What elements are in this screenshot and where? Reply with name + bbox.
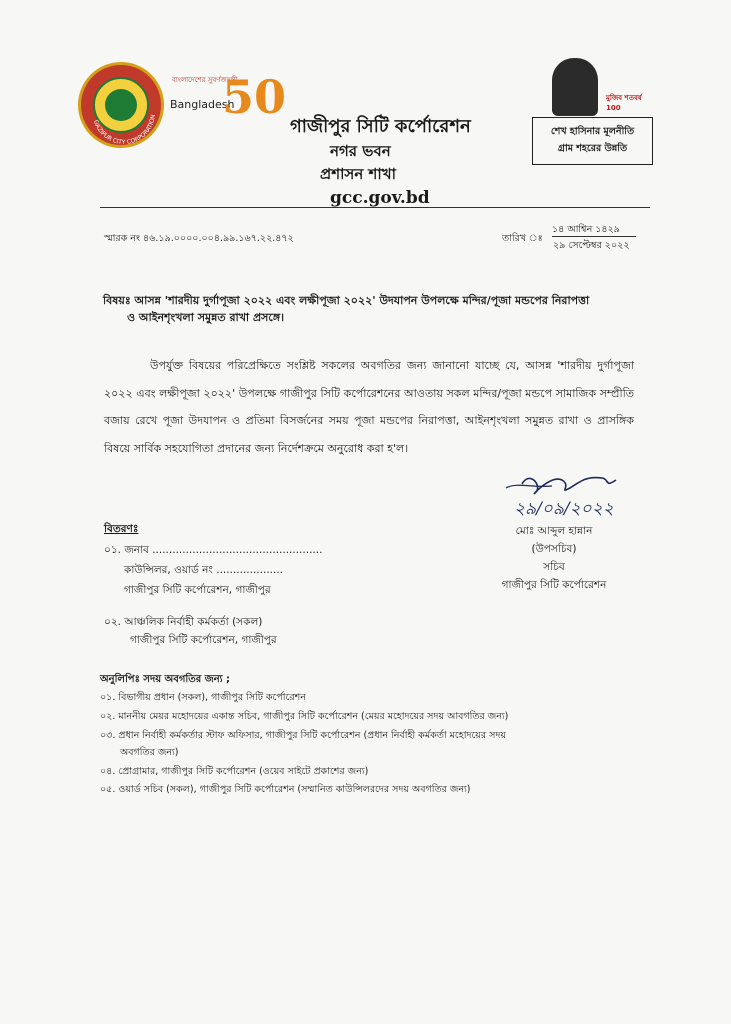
distribution-item-1-line-1: ০১. জনাব ................................................... — [104, 544, 323, 556]
header-divider — [100, 207, 650, 208]
motto-line-2: গ্রাম শহরের উন্নতি — [557, 143, 628, 154]
motto-box — [532, 117, 653, 165]
copy-item-continuation: অবগতির জন্য) — [120, 747, 179, 758]
jubilee-label: Bangladesh — [170, 98, 235, 111]
date-divider — [552, 236, 636, 237]
copies-heading: অনুলিপিঃ সদয় অবগতির জন্য ; — [100, 674, 231, 685]
distribution-item-2-line-1: ০২. আঞ্চলিক নির্বাহী কর্মকর্তা (সকল) — [104, 616, 263, 628]
copy-item: ০৫. ওয়ার্ড সচিব (সকল), গাজীপুর সিটি কর্পোরেশন (সম্মানিত কাউন্সিলরদের সদয় অবগতির জন্য) — [100, 784, 471, 795]
seal-lettering — [81, 65, 167, 151]
body-paragraph — [104, 352, 634, 462]
handwritten-signature — [492, 466, 642, 518]
golden-jubilee-logo — [170, 70, 287, 140]
city-corporation-seal — [78, 62, 164, 148]
signatory-block — [484, 522, 624, 594]
copy-item: ০৩. প্রধান নির্বাহী কর্মকর্তার স্টাফ অফিসার, গাজীপুর সিটি কর্পোরেশন (প্রধান নির্বাহী কর্মকর্তা মহোদয়ের সদয় — [100, 730, 506, 741]
distribution-item-1-line-2: কাউন্সিলর, ওয়ার্ড নং .................... — [124, 564, 284, 576]
signed-date: ২৯/০৯/২০২২ — [514, 499, 614, 518]
subject-line-2: ও আইনশৃংখলা সমুন্নত রাখা প্রসঙ্গে। — [127, 311, 285, 324]
signatory-office: গাজীপুর সিটি কর্পোরেশন — [501, 579, 607, 591]
signatory-title: সচিব — [543, 561, 565, 573]
distribution-heading: বিতরণঃ — [104, 523, 139, 535]
distribution-item-2-line-2: গাজীপুর সিটি কর্পোরেশন, গাজীপুর — [130, 634, 277, 646]
svg-text:GAZIPUR CITY CORPORATION: GAZIPUR CITY CORPORATION — [91, 114, 158, 147]
copy-item: ০১. বিভাগীয় প্রধান (সকল), গাজীপুর সিটি কর্পোরেশন — [100, 692, 306, 703]
memo-reference: স্মারক নং ৪৬.১৯.০০০০.০০৪.৯৯.১৬৭.২২.৪৭২ — [104, 233, 294, 244]
portrait-image — [552, 58, 598, 116]
copy-item: ০২. মাননীয় মেয়র মহোদয়ের একান্ত সচিব, গাজীপুর সিটি কর্পোরেশন (মেয়র মহোদয়ের সদয় আবগতির জন্য) — [100, 711, 509, 722]
jubilee-number: 50 — [222, 70, 287, 124]
jubilee-caption: বাংলাদেশের সুবর্ণজয়ন্তী — [172, 76, 238, 84]
signatory-name: মোঃ আব্দুল হান্নান — [515, 525, 593, 537]
branch-name: প্রশাসন শাখা — [320, 165, 396, 183]
building-name: নগর ভবন — [330, 142, 391, 160]
centenary-tag: মুজিব শতবর্ষ 100 — [606, 94, 642, 112]
website-address: gcc.gov.bd — [330, 188, 430, 208]
organization-name: গাজীপুর সিটি কর্পোরেশন — [290, 116, 471, 137]
distribution-item-1-line-3: গাজীপুর সিটি কর্পোরেশন, গাজীপুর — [124, 584, 271, 596]
date-label: তারিখ ঃ — [502, 233, 543, 244]
signatory-grade: (উপসচিব) — [531, 543, 577, 555]
date-bangla: ১৪ আশ্বিন ১৪২৯ — [552, 224, 620, 235]
motto-line-1: শেখ হাসিনার মূলনীতি — [550, 126, 635, 137]
subject-line-1: বিষয়ঃ আসন্ন 'শারদীয় দুর্গাপূজা ২০২২ এবং লক্ষীপূজা ২০২২' উদযাপন উপলক্ষে মন্দির/পূজা মন্ডপের নিরাপত্তা — [103, 294, 590, 307]
date-gregorian: ২৯ সেপ্টেম্বর ২০২২ — [553, 240, 630, 251]
mujib-centenary-logo — [548, 58, 648, 118]
copy-item: ০৪. প্রোগ্রামার, গাজীপুর সিটি কর্পোরেশন (ওয়েব সাইটে প্রকাশের জন্য) — [100, 766, 369, 777]
body-text: উপর্যুক্ত বিষয়ের পরিপ্রেক্ষিতে সংশ্লিষ্ট সকলের অবগতির জন্য জানানো যাচ্ছে যে, আসন্ন 'শারদীয় দুর্গাপূজা ২০২২ এবং লক্ষীপূজা ২০২২' উপলক্ষে গাজীপুর সিটি কর্পোরেশনের আওতায় সকল মন্দির/পূজা মন্ডপে সামাজিক সম্প্রীতি বজায় রেখে পূজা উদযাপন ও প্রতিমা বিসর্জনের সময় পূজা মন্ডপের নিরাপত্তা, আইনশৃংখলা সমুন্নত রাখা ও প্রাসঙ্গিক বিষয়ে সার্বিক সহযোগিতা প্রদানের জন্য নির্দেশক্রমে অনুরোধ করা হ'ল। — [104, 359, 634, 455]
